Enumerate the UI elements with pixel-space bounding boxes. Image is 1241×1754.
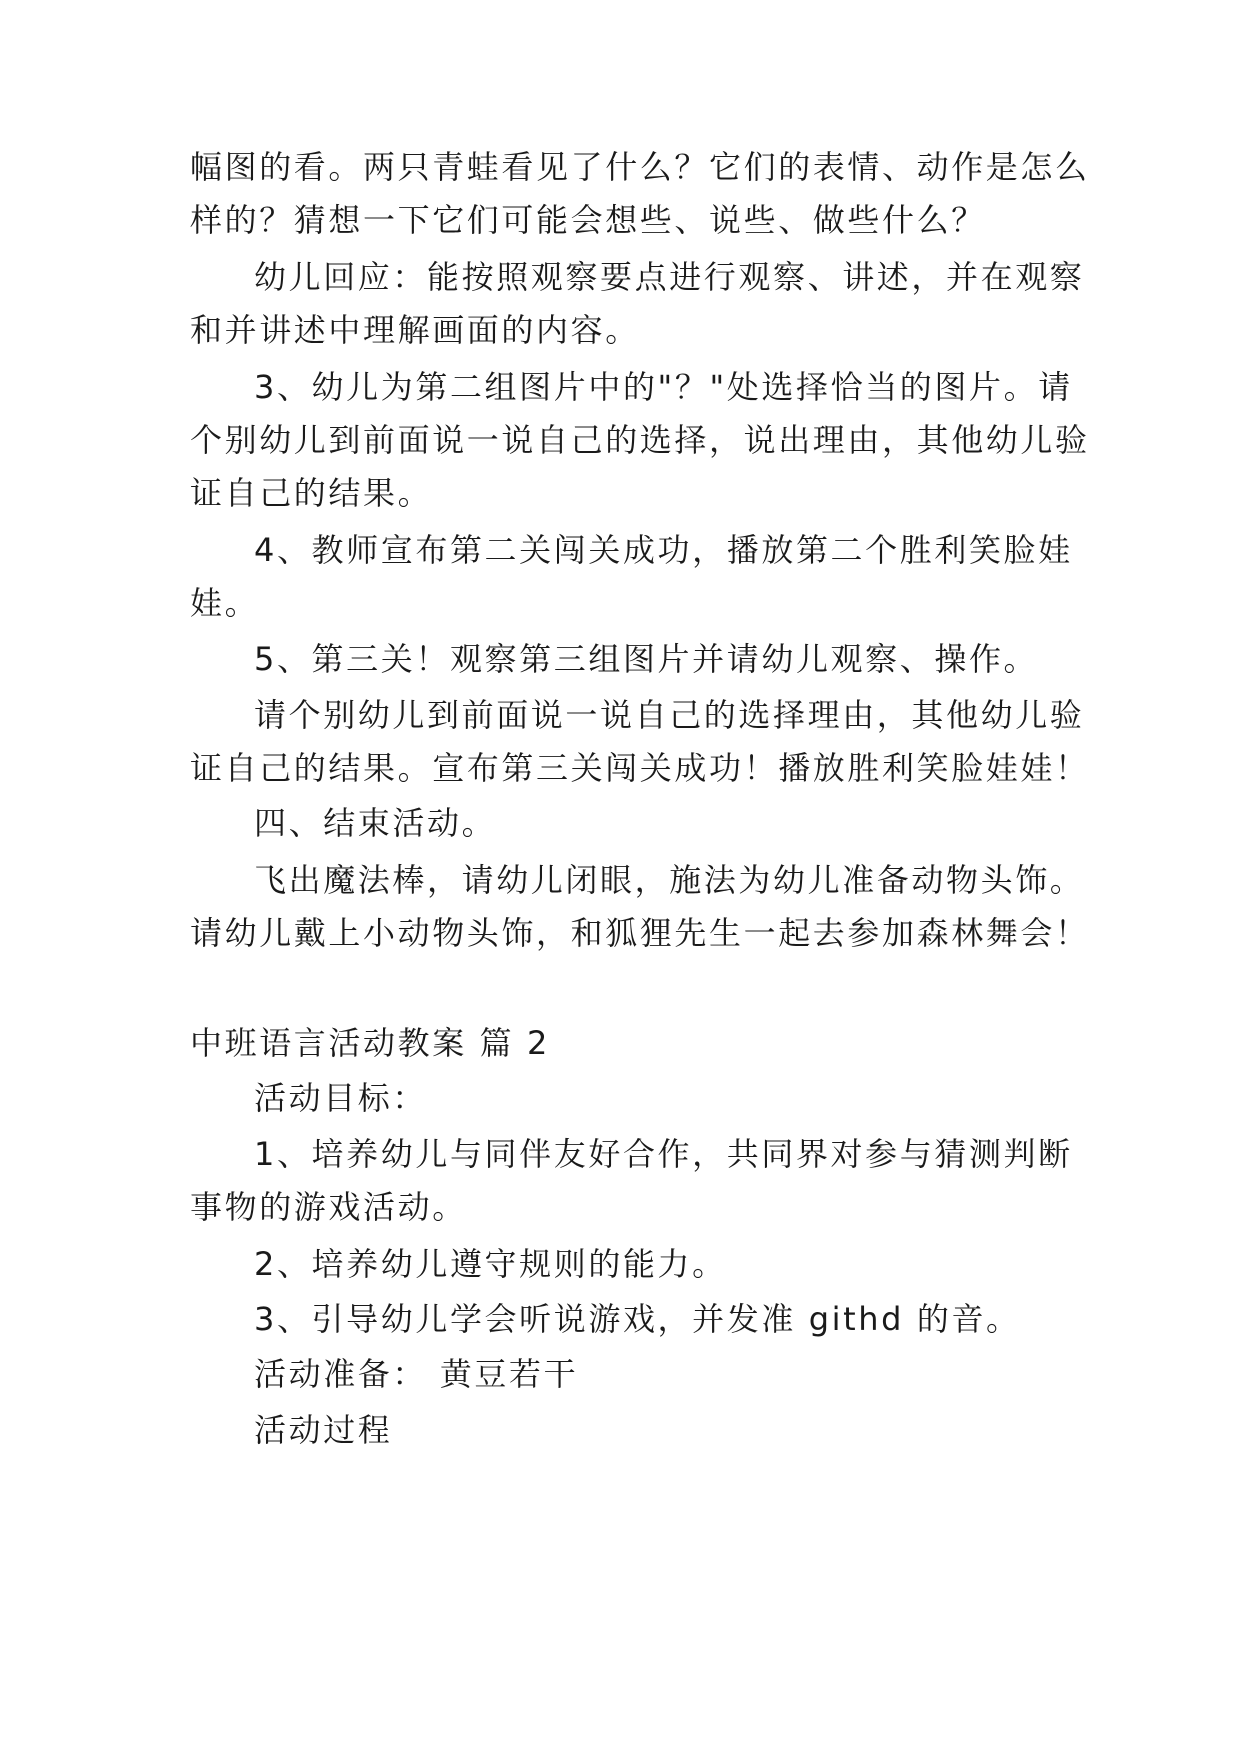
paragraph-line: 活动目标： [254,1079,428,1117]
paragraph-line: 请个别幼儿到前面说一说自己的选择理由，其他幼儿验 [254,696,1085,734]
paragraph-line: 证自己的结果。宣布第三关闯关成功！播放胜利笑脸娃娃！ [190,749,1090,787]
paragraph-line: 个别幼儿到前面说一说自己的选择，说出理由，其他幼儿验 [190,421,1090,459]
paragraph-line: 娃。 [190,584,260,622]
paragraph-line: 和并讲述中理解画面的内容。 [190,311,640,349]
paragraph-line: 飞出魔法棒，请幼儿闭眼，施法为幼儿准备动物头饰。 [254,861,1085,899]
paragraph-line: 幼儿回应：能按照观察要点进行观察、讲述，并在观察 [254,258,1085,296]
paragraph-line: 活动过程 [254,1411,393,1449]
paragraph-line: 四、结束活动。 [254,804,497,842]
paragraph-line: 4、教师宣布第二关闯关成功，播放第二个胜利笑脸娃 [254,531,1073,569]
paragraph-line: 幅图的看。两只青蛙看见了什么？它们的表情、动作是怎么 [190,148,1090,186]
paragraph-line: 3、引导幼儿学会听说游戏，并发准 githd 的音。 [254,1300,1021,1338]
paragraph-line: 事物的游戏活动。 [190,1188,467,1226]
paragraph-line: 证自己的结果。 [190,474,433,512]
paragraph-line: 请幼儿戴上小动物头饰，和狐狸先生一起去参加森林舞会！ [190,914,1090,952]
paragraph-line: 5、第三关！观察第三组图片并请幼儿观察、操作。 [254,640,1039,678]
paragraph-line: 2、培养幼儿遵守规则的能力。 [254,1245,727,1283]
paragraph-line: 1、培养幼儿与同伴友好合作，共同界对参与猜测判断 [254,1135,1073,1173]
paragraph-line: 样的？猜想一下它们可能会想些、说些、做些什么？ [190,201,986,239]
paragraph-line: 3、幼儿为第二组图片中的"？"处选择恰当的图片。请 [254,368,1073,406]
section-heading: 中班语言活动教案 篇 2 [190,1024,550,1062]
paragraph-line: 活动准备： 黄豆若干 [254,1355,579,1393]
